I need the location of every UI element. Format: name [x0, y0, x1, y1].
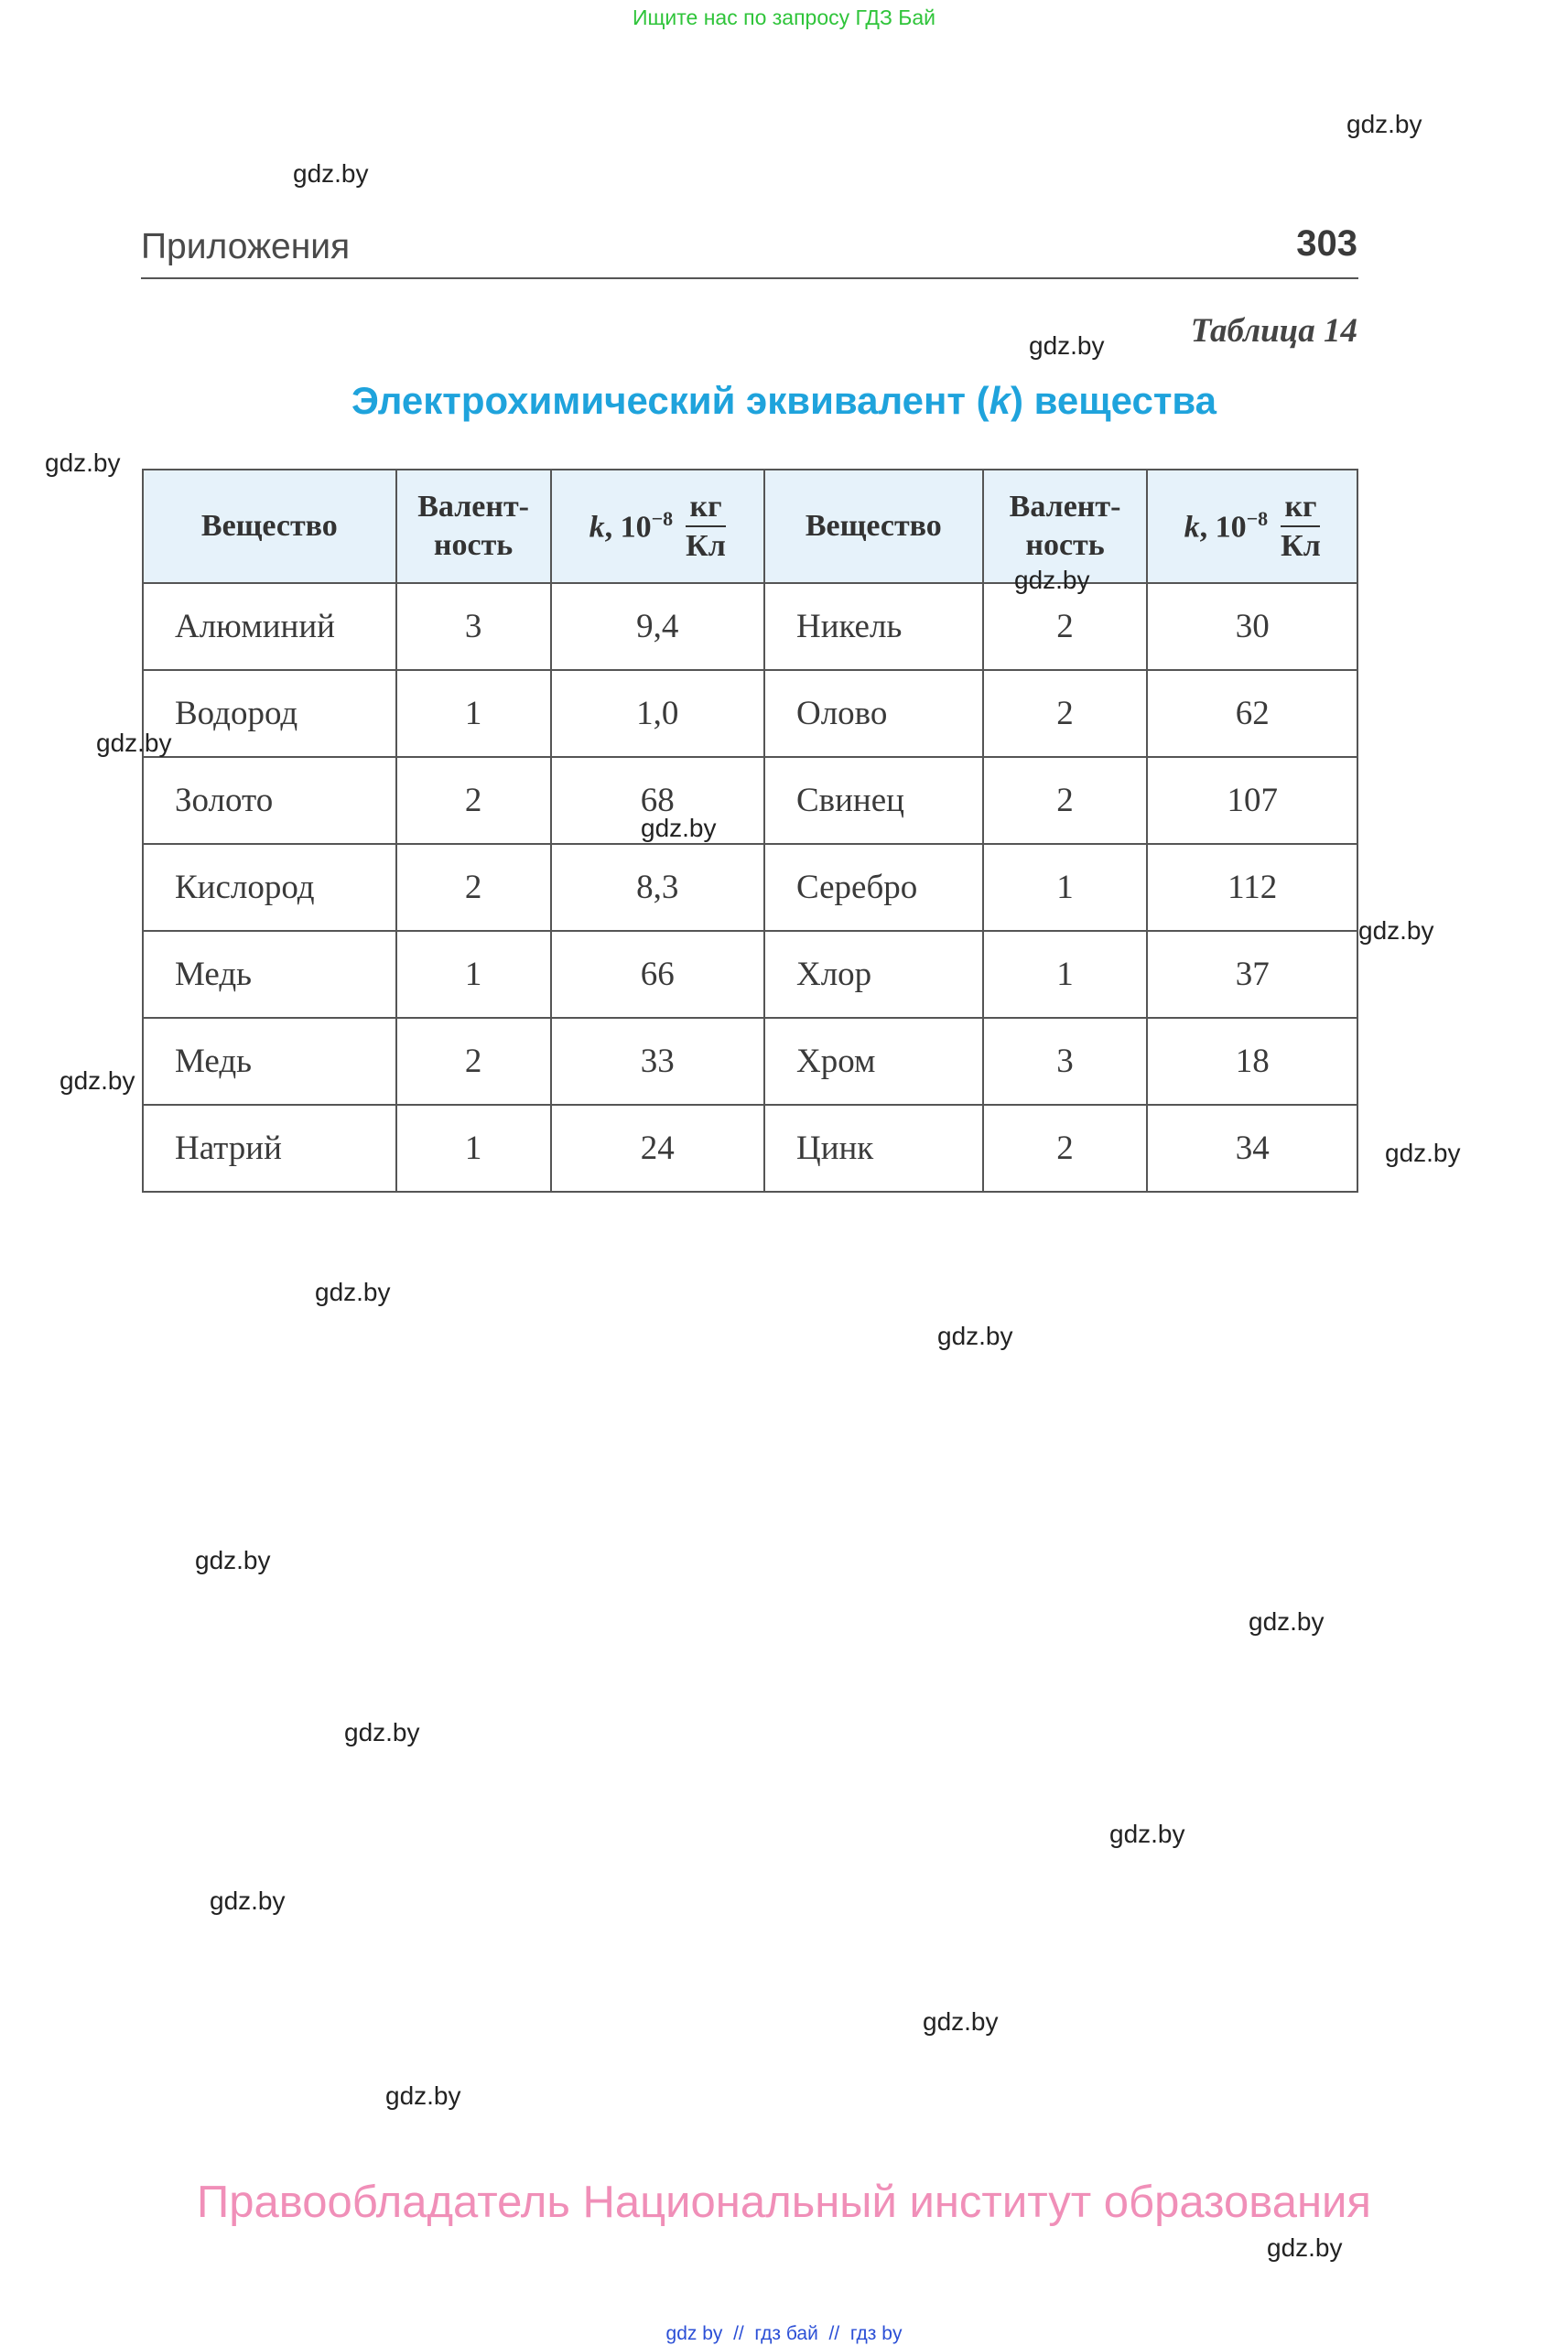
cell-k: 66 [551, 931, 764, 1018]
watermark: gdz.by [1249, 1607, 1325, 1636]
watermark: gdz.by [344, 1718, 420, 1746]
watermark: gdz.by [210, 1887, 286, 1915]
cell-substance: Натрий [143, 1105, 396, 1192]
table-row [143, 1018, 1357, 1105]
table-row [143, 670, 1357, 757]
cell-k: 1,0 [551, 670, 764, 757]
watermark: gdz.by [59, 1066, 135, 1095]
footer-links [0, 2323, 1568, 2345]
cell-k: 24 [551, 1105, 764, 1192]
header-rule [141, 277, 1358, 279]
table-row [143, 583, 1357, 670]
cell-valence: 2 [396, 757, 551, 844]
cell-k: 62 [1147, 670, 1357, 757]
top-banner[interactable]: Ищите нас по запросу ГДЗ Бай [632, 5, 936, 29]
page-number: 303 [1296, 223, 1357, 264]
cell-k: 112 [1147, 844, 1357, 931]
watermark: gdz.by [195, 1546, 271, 1574]
table-label: Таблица 14 [1190, 312, 1357, 350]
cell-k: 33 [551, 1018, 764, 1105]
table-title-before: Электрохимический эквивалент ( [351, 379, 989, 422]
footer-link[interactable]: gdz by [665, 2323, 723, 2344]
footer-link[interactable]: гдз by [849, 2323, 903, 2344]
table-title-symbol: k [989, 379, 1011, 422]
cell-substance: Водород [143, 670, 396, 757]
cell-k: 34 [1147, 1105, 1357, 1192]
header-k-unit: $\frac{кг}{Кл}$ [1281, 489, 1321, 563]
watermark: gdz.by [641, 814, 717, 842]
cell-k: 37 [1147, 931, 1357, 1018]
watermark: gdz.by [1385, 1139, 1461, 1167]
table-row [143, 1105, 1357, 1192]
cell-substance: Цинк [764, 1105, 983, 1192]
cell-valence: 3 [983, 1018, 1148, 1105]
cell-substance: Свинец [764, 757, 983, 844]
table-title [0, 379, 1568, 423]
cell-valence: 2 [983, 670, 1148, 757]
header-k-label: k, $10^{-8}$ [589, 506, 674, 544]
table-header-row [143, 470, 1357, 583]
table-title-after: ) вещества [1010, 379, 1217, 422]
cell-substance: Медь [143, 1018, 396, 1105]
cell-valence: 3 [396, 583, 551, 670]
watermark: gdz.by [315, 1278, 391, 1306]
cell-substance: Хлор [764, 931, 983, 1018]
cell-k: 9,4 [551, 583, 764, 670]
cell-k: 8,3 [551, 844, 764, 931]
header-k-right [1147, 470, 1357, 583]
table-row [143, 844, 1357, 931]
header-valence-line1: Валент- [1009, 489, 1121, 524]
header-k-left [551, 470, 764, 583]
cell-valence: 1 [396, 1105, 551, 1192]
section-title: Приложения [141, 227, 351, 266]
cell-valence: 2 [983, 1105, 1148, 1192]
cell-substance: Хром [764, 1018, 983, 1105]
footer-separator: // [828, 2323, 840, 2344]
header-valence-line2: ность [1025, 528, 1105, 562]
watermark: gdz.by [1109, 1820, 1185, 1848]
watermark: gdz.by [1014, 566, 1090, 594]
cell-k: 18 [1147, 1018, 1357, 1105]
header-substance-left: Вещество [143, 470, 396, 583]
cell-valence: 1 [983, 931, 1148, 1018]
cell-valence: 1 [396, 670, 551, 757]
cell-valence: 1 [983, 844, 1148, 931]
cell-valence: 2 [983, 583, 1148, 670]
cell-k: 107 [1147, 757, 1357, 844]
watermark: gdz.by [293, 159, 369, 188]
cell-substance: Медь [143, 931, 396, 1018]
cell-valence: 1 [396, 931, 551, 1018]
cell-substance: Серебро [764, 844, 983, 931]
header-k-label: k, $10^{-8}$ [1184, 506, 1269, 544]
table-row [143, 757, 1357, 844]
cell-substance: Алюминий [143, 583, 396, 670]
watermark: gdz.by [1029, 331, 1105, 360]
table-row [143, 931, 1357, 1018]
cell-substance: Олово [764, 670, 983, 757]
watermark: gdz.by [937, 1322, 1013, 1350]
cell-k: 30 [1147, 583, 1357, 670]
cell-substance: Золото [143, 757, 396, 844]
header-substance-right: Вещество [764, 470, 983, 583]
watermark: gdz.by [96, 729, 172, 757]
copyright-notice: Правообладатель Национальный институт образования [197, 2178, 1371, 2227]
watermark: gdz.by [385, 2081, 461, 2110]
watermark: gdz.by [1267, 2233, 1343, 2262]
footer-separator: // [733, 2323, 744, 2344]
header-valence-line1: Валент- [417, 489, 529, 524]
cell-substance: Никель [764, 583, 983, 670]
watermark: gdz.by [1358, 916, 1434, 945]
watermark: gdz.by [923, 2007, 999, 2036]
cell-substance: Кислород [143, 844, 396, 931]
header-valence-left [396, 470, 551, 583]
cell-valence: 2 [396, 1018, 551, 1105]
cell-k: 68 [551, 757, 764, 844]
cell-valence: 2 [396, 844, 551, 931]
watermark: gdz.by [1346, 110, 1422, 138]
cell-valence: 2 [983, 757, 1148, 844]
header-k-unit: $\frac{кг}{Кл}$ [686, 489, 726, 563]
watermark: gdz.by [45, 449, 121, 477]
header-valence-line2: ность [433, 528, 514, 562]
equivalent-table [142, 469, 1358, 1193]
footer-link[interactable]: гдз бай [754, 2323, 818, 2344]
